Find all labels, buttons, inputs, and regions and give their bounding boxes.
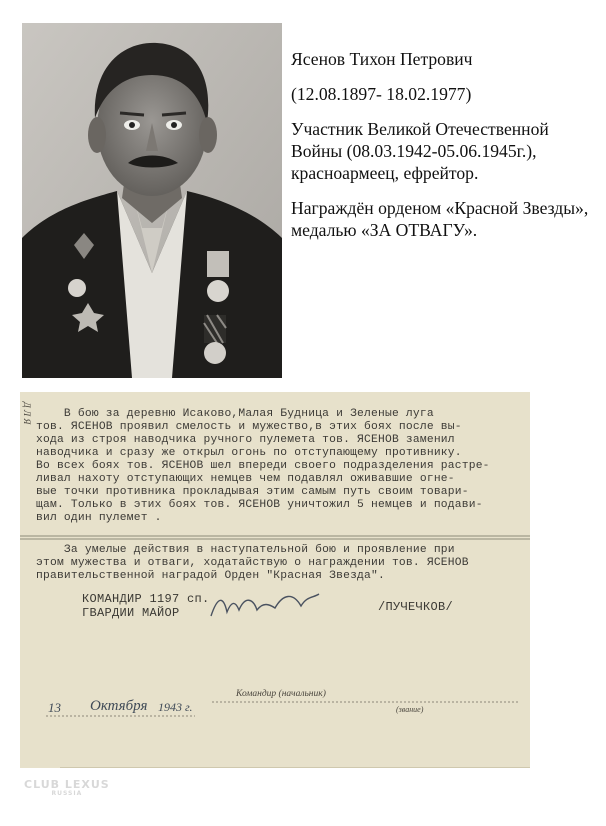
commander-title: КОМАНДИР 1197 сп. <box>82 592 210 606</box>
body-line: За умелые действия в наступательной бою и проявление при <box>36 544 455 556</box>
commander-name: /ПУЧЕЧКОВ/ <box>378 600 454 614</box>
body-line: Во всех боях тов. ЯСЕНОВ шел впереди своего подразделения растре- <box>36 460 490 472</box>
margin-text: Д Л Я <box>22 402 32 425</box>
body-line: тов. ЯСЕНОВ проявил смелость и мужество,в этих боях после вы- <box>36 421 462 433</box>
watermark-logo <box>24 778 110 797</box>
life-dates: (12.08.1897- 18.02.1977) <box>291 84 472 104</box>
portrait-photo <box>22 23 282 378</box>
awards-description: Награждён орденом «Красной Звезды», медалью «ЗА ОТВАГУ». <box>291 198 589 240</box>
body-line: этом мужества и отваги, ходатайствую о награждении тов. ЯСЕНОВ <box>36 557 469 569</box>
biography <box>291 48 596 254</box>
commander-rank: ГВАРДИИ МАЙОР <box>82 606 180 620</box>
service-description: Участник Великой Отечественной Войны (08.03.1942-05.06.1945г.), красноармеец, ефрейтор. <box>291 119 549 183</box>
body-line: наводчика и сразу же открыл огонь по отступающему противнику. <box>36 447 462 459</box>
rank-label: (звание) <box>396 705 424 714</box>
date-year: 1943 г. <box>158 700 193 714</box>
award-document <box>20 392 530 768</box>
watermark-main: CLUB LEXUS <box>24 778 110 791</box>
body-line: вил один пулемет . <box>36 512 162 524</box>
watermark-sub: RUSSIA <box>51 790 83 797</box>
commander-label: Командир (начальник) <box>236 689 326 699</box>
body-line: ливал нахоту отступающих немцев чем подавлял оживавшие огне- <box>36 473 455 485</box>
handwritten-signature <box>205 588 325 624</box>
person-name: Ясенов Тихон Петрович <box>291 49 473 69</box>
date-day: 13 <box>48 700 61 715</box>
body-line: хода из строя наводчика ручного пулемета тов. ЯСЕНОВ заменил <box>36 434 455 446</box>
body-line: правительственной наградой Орден "Красная Звезда". <box>36 570 385 582</box>
body-line: вые точки противника прокладывая этим самым путь своим товари- <box>36 486 469 498</box>
portrait-illustration <box>22 23 282 378</box>
body-line: щам. Только в этих боях тов. ЯСЕНОВ уничтожил 5 немцев и подави- <box>36 499 483 511</box>
date-month: Октября <box>90 698 148 714</box>
body-line: В бою за деревню Исаково,Малая Будница и Зеленые луга <box>36 408 434 420</box>
